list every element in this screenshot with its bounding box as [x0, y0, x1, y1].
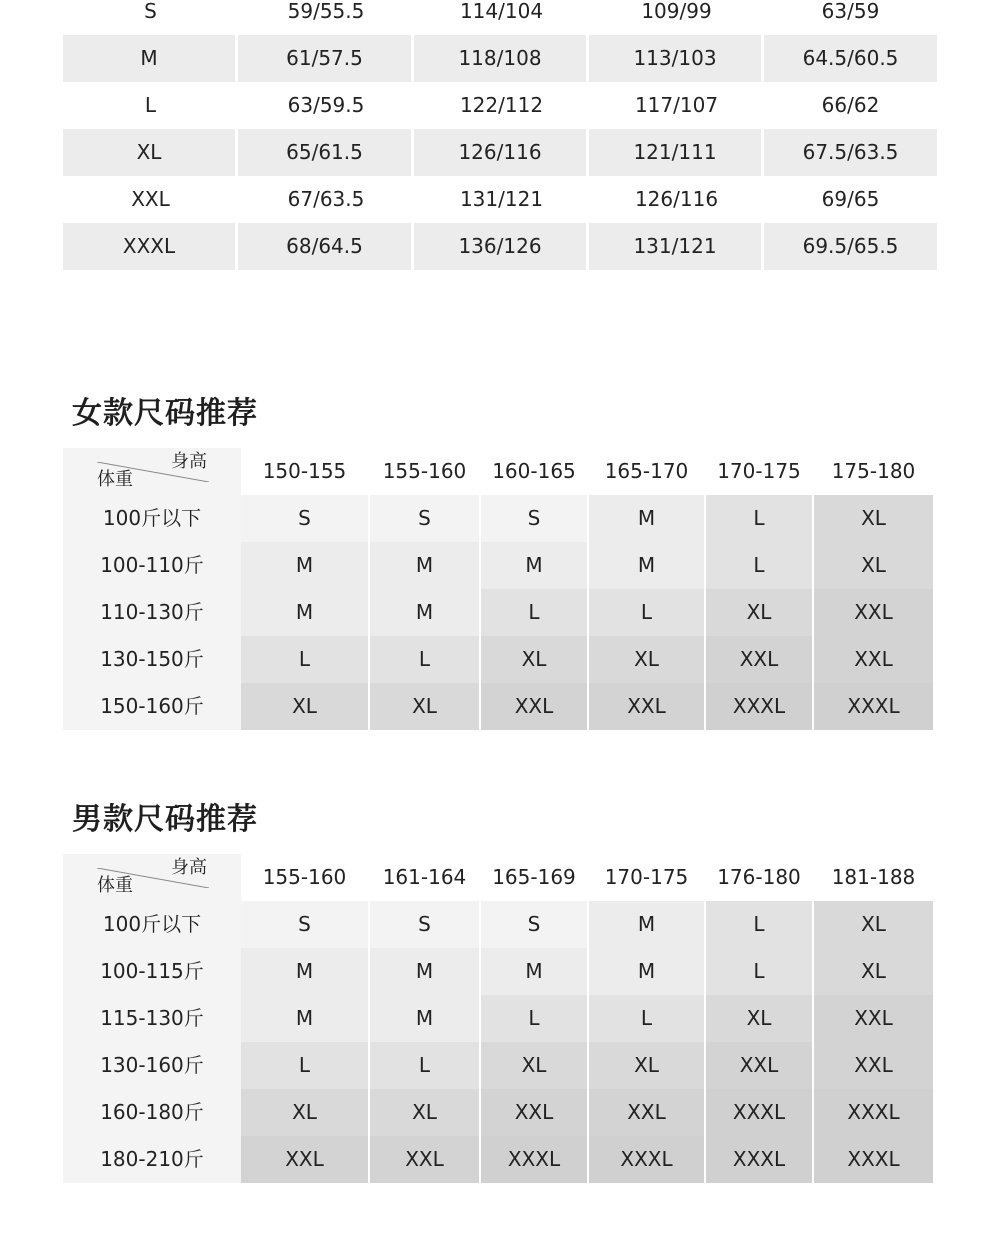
corner-header-cell — [63, 854, 241, 901]
size-cell: XXL — [814, 589, 933, 636]
measurement-value: 126/116 — [414, 129, 589, 176]
table-row — [63, 1089, 933, 1136]
size-cell: XXXL — [814, 1089, 933, 1136]
measurement-value: 67/63.5 — [287, 187, 365, 211]
size-cell: XL — [589, 636, 706, 683]
size-cell: XXL — [814, 1042, 933, 1089]
size-cell: M — [370, 542, 481, 589]
table-row — [63, 683, 933, 730]
corner-weight-label: 体重 — [97, 469, 133, 490]
size-cell: XXXL — [706, 683, 814, 730]
size-cell: L — [370, 636, 481, 683]
header-row — [63, 854, 933, 901]
weight-range-label: 115-130斤 — [63, 995, 241, 1042]
table-row — [63, 1136, 933, 1183]
height-range-header: 181-188 — [814, 854, 933, 901]
corner-height-label: 身高 — [171, 451, 207, 472]
size-cell: S — [241, 901, 370, 948]
size-cell: XL — [370, 683, 481, 730]
size-cell: XL — [241, 1089, 370, 1136]
size-cell: XXL — [589, 1089, 706, 1136]
measurement-value: 131/121 — [459, 187, 544, 211]
height-range-header: 155-160 — [241, 854, 370, 901]
size-cell: XL — [706, 589, 814, 636]
size-cell: L — [706, 542, 814, 589]
weight-range-label: 100-110斤 — [63, 542, 241, 589]
size-cell: XL — [814, 901, 933, 948]
measurement-value: 69/65 — [821, 187, 880, 211]
table-row — [63, 82, 937, 129]
size-cell: XXXL — [589, 1136, 706, 1183]
size-cell: XXXL — [706, 1089, 814, 1136]
height-range-header: 175-180 — [814, 448, 933, 495]
women-size-title: 女款尺码推荐 — [72, 396, 258, 431]
measurement-value: 69.5/65.5 — [764, 223, 937, 270]
size-cell: S — [241, 495, 370, 542]
header-row — [63, 448, 933, 495]
height-range-header: 165-169 — [481, 854, 589, 901]
size-cell: M — [481, 948, 589, 995]
size-cell: L — [241, 636, 370, 683]
size-cell: S — [370, 495, 481, 542]
men-size-table — [63, 854, 933, 1183]
weight-range-label: 100-115斤 — [63, 948, 241, 995]
size-cell: S — [370, 901, 481, 948]
size-cell: XXL — [370, 1136, 481, 1183]
table-row — [63, 636, 933, 683]
measurement-value: 61/57.5 — [238, 35, 414, 82]
size-cell: XL — [589, 1042, 706, 1089]
measurement-value: 66/62 — [821, 93, 880, 117]
size-label: M — [63, 35, 238, 82]
weight-range-label: 110-130斤 — [63, 589, 241, 636]
size-cell: XXL — [814, 636, 933, 683]
table-row — [63, 589, 933, 636]
weight-range-label: 130-150斤 — [63, 636, 241, 683]
size-cell: M — [241, 589, 370, 636]
size-cell: XL — [706, 995, 814, 1042]
measurement-value: 136/126 — [414, 223, 589, 270]
size-label: XXL — [131, 187, 170, 211]
weight-range-label: 180-210斤 — [63, 1136, 241, 1183]
height-range-header: 170-175 — [706, 448, 814, 495]
size-cell: M — [370, 995, 481, 1042]
weight-range-label: 130-160斤 — [63, 1042, 241, 1089]
size-cell: XXXL — [814, 683, 933, 730]
size-cell: XL — [481, 636, 589, 683]
size-cell: XXL — [241, 1136, 370, 1183]
measurement-value: 118/108 — [414, 35, 589, 82]
size-cell: L — [589, 995, 706, 1042]
size-cell: XL — [814, 948, 933, 995]
size-cell: L — [241, 1042, 370, 1089]
size-cell: M — [241, 542, 370, 589]
table-row — [63, 223, 937, 270]
size-cell: XXXL — [814, 1136, 933, 1183]
corner-weight-label: 体重 — [97, 875, 133, 896]
size-cell: XXL — [706, 1042, 814, 1089]
size-cell: XL — [814, 495, 933, 542]
table-row — [63, 901, 933, 948]
size-cell: M — [370, 948, 481, 995]
table-row — [63, 495, 933, 542]
size-cell: L — [706, 495, 814, 542]
measurement-value: 68/64.5 — [238, 223, 414, 270]
measurement-value: 59/55.5 — [287, 0, 365, 23]
measurement-value: 114/104 — [459, 0, 544, 23]
measurement-value: 63/59 — [821, 0, 880, 23]
table-row — [63, 129, 937, 176]
table-row — [63, 35, 937, 82]
measurement-value: 117/107 — [634, 93, 719, 117]
corner-header-cell — [63, 448, 241, 495]
size-cell: XXXL — [481, 1136, 589, 1183]
height-range-header: 165-170 — [589, 448, 706, 495]
size-cell: XL — [241, 683, 370, 730]
measurement-value: 113/103 — [589, 35, 764, 82]
size-cell: XXL — [589, 683, 706, 730]
measurement-value: 64.5/60.5 — [764, 35, 937, 82]
size-cell: M — [589, 901, 706, 948]
size-cell: XXL — [481, 1089, 589, 1136]
height-range-header: 155-160 — [370, 448, 481, 495]
size-cell: XL — [481, 1042, 589, 1089]
size-label: XL — [63, 129, 238, 176]
height-range-header: 160-165 — [481, 448, 589, 495]
size-cell: XL — [370, 1089, 481, 1136]
table-row — [63, 1042, 933, 1089]
size-cell: XXXL — [706, 1136, 814, 1183]
corner-height-label: 身高 — [171, 857, 207, 878]
table-row — [63, 176, 937, 223]
measurement-value: 65/61.5 — [238, 129, 414, 176]
weight-range-label: 100斤以下 — [63, 901, 241, 948]
measurement-value: 121/111 — [589, 129, 764, 176]
size-label: S — [144, 0, 157, 23]
size-cell: L — [481, 589, 589, 636]
size-cell: XXL — [706, 636, 814, 683]
size-label: L — [144, 93, 157, 117]
size-cell: L — [370, 1042, 481, 1089]
size-cell: M — [481, 542, 589, 589]
measurement-value: 126/116 — [634, 187, 719, 211]
men-size-title: 男款尺码推荐 — [72, 802, 258, 837]
women-size-table — [63, 448, 933, 730]
height-range-header: 161-164 — [370, 854, 481, 901]
table-row — [63, 0, 937, 35]
height-range-header: 170-175 — [589, 854, 706, 901]
size-cell: S — [481, 495, 589, 542]
size-label: XXXL — [63, 223, 238, 270]
measurement-value: 63/59.5 — [287, 93, 365, 117]
weight-range-label: 150-160斤 — [63, 683, 241, 730]
size-cell: M — [241, 995, 370, 1042]
size-cell: M — [241, 948, 370, 995]
table-row — [63, 542, 933, 589]
measurement-value: 131/121 — [589, 223, 764, 270]
size-cell: L — [589, 589, 706, 636]
measurement-value: 109/99 — [641, 0, 712, 23]
size-cell: M — [589, 495, 706, 542]
height-range-header: 150-155 — [241, 448, 370, 495]
size-cell: M — [589, 542, 706, 589]
size-cell: L — [706, 948, 814, 995]
weight-range-label: 160-180斤 — [63, 1089, 241, 1136]
size-cell: M — [370, 589, 481, 636]
weight-range-label: 100斤以下 — [63, 495, 241, 542]
size-cell: S — [481, 901, 589, 948]
table-row — [63, 948, 933, 995]
measurement-table — [63, 0, 937, 270]
size-cell: XXL — [814, 995, 933, 1042]
height-range-header: 176-180 — [706, 854, 814, 901]
table-row — [63, 995, 933, 1042]
size-cell: XL — [814, 542, 933, 589]
size-cell: XXL — [481, 683, 589, 730]
size-cell: M — [589, 948, 706, 995]
measurement-value: 67.5/63.5 — [764, 129, 937, 176]
measurement-value: 122/112 — [459, 93, 544, 117]
size-cell: L — [706, 901, 814, 948]
size-cell: L — [481, 995, 589, 1042]
